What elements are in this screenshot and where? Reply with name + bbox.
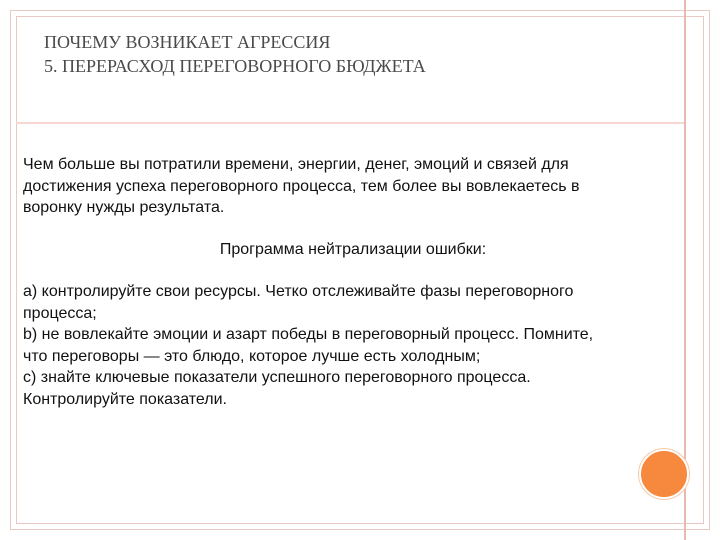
list-item: процесса;: [23, 304, 97, 322]
header-title: ПОЧЕМУ ВОЗНИКАЕТ АГРЕССИЯ: [44, 32, 331, 52]
list-item: а) контролируйте свои ресурсы. Четко отслеживайте фазы переговорного: [23, 283, 574, 300]
intro-line: Чем больше вы потратили времени, энергии, денег, эмоций и связей для: [23, 156, 569, 173]
list-item: c) знайте ключевые показатели успешного переговорного процесса.: [23, 369, 531, 386]
intro-line: воронку нужды результата.: [23, 199, 225, 216]
slide-header: [44, 30, 644, 78]
header-subtitle: 5. ПЕРЕРАСХОД ПЕРЕГОВОРНОГО БЮДЖЕТА: [44, 56, 426, 76]
intro-line: достижения успеха переговорного процесса, тем более вы вовлекаетесь в: [23, 177, 580, 195]
program-title: Программа нейтрализации ошибки:: [219, 240, 487, 258]
header-divider: [16, 122, 684, 124]
list-item: b) не вовлекайте эмоции и азарт победы в переговорный процесс. Помните,: [23, 326, 594, 343]
list-item: Контролируйте показатели.: [23, 390, 227, 408]
decorative-orange-circle: [639, 449, 689, 499]
list-item: что переговоры — это блюдо, которое лучше есть холодным;: [23, 347, 481, 365]
slide-body: [23, 154, 683, 410]
